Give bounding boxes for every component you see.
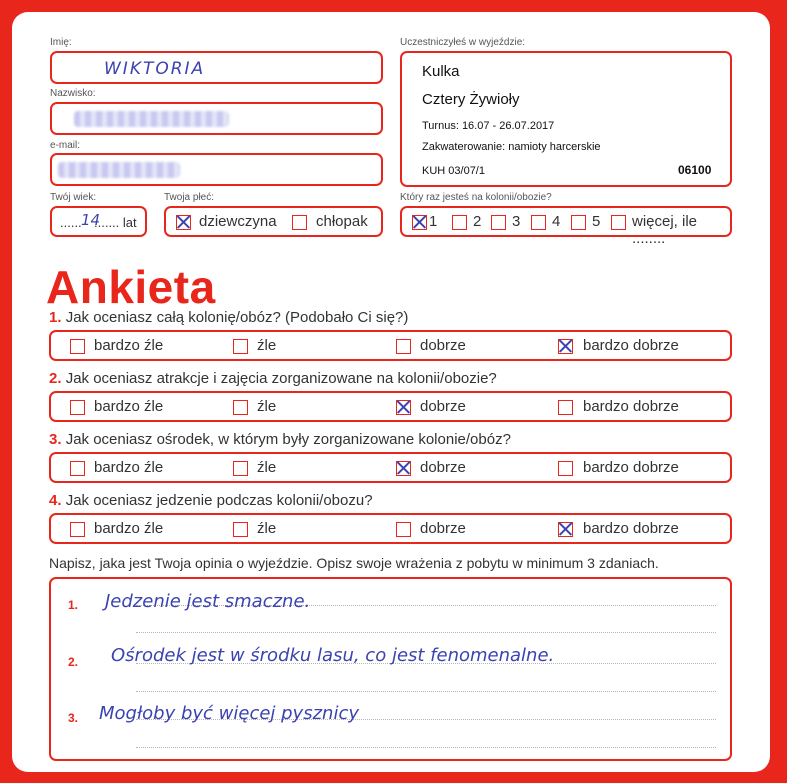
answer-3-number: 3.: [68, 711, 79, 725]
question-1-text: Jak oceniasz całą kolonię/obóz? (Podobało Ci się?): [65, 309, 409, 326]
answer-2-text: Ośrodek jest w środku lasu, co jest fenomenalne.: [111, 645, 555, 666]
name-field[interactable]: [50, 51, 383, 84]
q1-option-4-checkbox[interactable]: [558, 339, 573, 354]
answer-1-text: Jedzenie jest smaczne.: [105, 591, 311, 612]
q1-option-2-checkbox[interactable]: [233, 339, 248, 354]
times-option-3-checkbox[interactable]: [491, 215, 506, 230]
age-field[interactable]: [50, 206, 147, 237]
times-option-2-label: 2: [473, 213, 482, 230]
name-label: Imię:: [50, 37, 72, 48]
card-turnus: Turnus: 16.07 - 26.07.2017: [422, 120, 555, 132]
times-option-2-checkbox[interactable]: [452, 215, 467, 230]
survey-title: Ankieta: [46, 261, 216, 313]
answer-2-number: 2.: [68, 655, 79, 669]
question-3-number: 3.: [49, 431, 62, 448]
question-3-options: [49, 452, 732, 483]
q2-option-2-checkbox[interactable]: [233, 400, 248, 415]
q1-option-3-checkbox[interactable]: [396, 339, 411, 354]
q1-option-1-label: bardzo źle: [94, 337, 164, 354]
q3-option-3-label: dobrze: [420, 459, 466, 476]
times-option-more-label: więcej, ile ........: [632, 213, 698, 247]
q3-option-4-label: bardzo dobrze: [583, 459, 679, 476]
question-1-options: [49, 330, 732, 361]
times-label: Który raz jesteś na kolonii/obozie?: [400, 192, 552, 203]
q2-option-2-label: źle: [257, 398, 277, 415]
q4-option-2-checkbox[interactable]: [233, 522, 248, 537]
survey-sheet: [12, 12, 770, 772]
times-option-5-label: 5: [592, 213, 601, 230]
gender-female-label: dziewczyna: [199, 213, 277, 230]
q2-option-3-label: dobrze: [420, 398, 466, 415]
times-option-5-checkbox[interactable]: [571, 215, 586, 230]
q2-option-3-checkbox[interactable]: [396, 400, 411, 415]
q3-option-1-checkbox[interactable]: [70, 461, 85, 476]
question-4-number: 4.: [49, 492, 62, 509]
surname-redacted: [74, 111, 229, 127]
answer-3-text: Mogłoby być więcej pysznicy: [99, 703, 359, 724]
q4-option-1-checkbox[interactable]: [70, 522, 85, 537]
q2-option-4-label: bardzo dobrze: [583, 398, 679, 415]
participant-label: Uczestniczyłeś w wyjeździe:: [400, 37, 526, 48]
q1-option-4-label: bardzo dobrze: [583, 337, 679, 354]
q4-option-4-checkbox[interactable]: [558, 522, 573, 537]
times-option-more-checkbox[interactable]: [611, 215, 626, 230]
q1-option-3-label: dobrze: [420, 337, 466, 354]
opinion-line: [136, 632, 716, 633]
question-2: [49, 370, 497, 387]
card-code: KUH 03/07/1: [422, 165, 485, 177]
email-field[interactable]: [50, 153, 383, 186]
times-option-1-checkbox[interactable]: [412, 215, 427, 230]
q3-option-1-label: bardzo źle: [94, 459, 164, 476]
q1-option-2-label: źle: [257, 337, 277, 354]
q4-option-1-label: bardzo źle: [94, 520, 164, 537]
question-2-options: [49, 391, 732, 422]
card-number: 06100: [678, 163, 712, 177]
opinion-line: [136, 747, 716, 748]
q3-option-2-checkbox[interactable]: [233, 461, 248, 476]
gender-field: [164, 206, 383, 237]
participant-card: [400, 51, 732, 187]
question-4: [49, 492, 373, 509]
age-prefix: ......: [60, 215, 82, 230]
card-program: Cztery Żywioły: [422, 91, 520, 108]
question-4-text: Jak oceniasz jedzenie podczas kolonii/obozu?: [65, 492, 373, 509]
q4-option-2-label: źle: [257, 520, 277, 537]
times-option-4-label: 4: [552, 213, 561, 230]
opinion-field[interactable]: [49, 577, 732, 761]
q1-option-1-checkbox[interactable]: [70, 339, 85, 354]
question-2-number: 2.: [49, 370, 62, 387]
times-option-3-label: 3: [512, 213, 521, 230]
times-option-4-checkbox[interactable]: [531, 215, 546, 230]
email-redacted: [58, 162, 180, 178]
question-4-options: [49, 513, 732, 544]
age-label: Twój wiek:: [50, 192, 97, 203]
question-1-number: 1.: [49, 309, 62, 326]
gender-label: Twoja płeć:: [164, 192, 215, 203]
q4-option-4-label: bardzo dobrze: [583, 520, 679, 537]
q2-option-1-label: bardzo źle: [94, 398, 164, 415]
q2-option-1-checkbox[interactable]: [70, 400, 85, 415]
age-value: 14: [81, 211, 101, 229]
gender-female-checkbox[interactable]: [176, 215, 191, 230]
age-suffix: ....... lat: [94, 215, 137, 230]
question-2-text: Jak oceniasz atrakcje i zajęcia zorganizowane na kolonii/obozie?: [65, 370, 497, 387]
q3-option-3-checkbox[interactable]: [396, 461, 411, 476]
opinion-prompt: Napisz, jaka jest Twoja opinia o wyjeździe. Opisz swoje wrażenia z pobytu w minimum 3 zdaniach.: [49, 555, 659, 571]
email-label: e-mail:: [50, 140, 81, 151]
gender-male-label: chłopak: [316, 213, 368, 230]
card-camp-name: Kulka: [422, 63, 460, 80]
question-3-text: Jak oceniasz ośrodek, w którym były zorganizowane kolonie/obóz?: [65, 431, 511, 448]
name-value: WIKTORIA: [104, 59, 206, 79]
q3-option-2-label: źle: [257, 459, 277, 476]
surname-field[interactable]: [50, 102, 383, 135]
times-option-1-label: 1: [429, 213, 438, 230]
q2-option-4-checkbox[interactable]: [558, 400, 573, 415]
surname-label: Nazwisko:: [50, 88, 96, 99]
answer-1-number: 1.: [68, 598, 79, 612]
question-1: [49, 309, 408, 326]
question-3: [49, 431, 511, 448]
q3-option-4-checkbox[interactable]: [558, 461, 573, 476]
gender-male-checkbox[interactable]: [292, 215, 307, 230]
card-accommodation: Zakwaterowanie: namioty harcerskie: [422, 141, 601, 153]
q4-option-3-label: dobrze: [420, 520, 466, 537]
times-field: [400, 206, 732, 247]
q4-option-3-checkbox[interactable]: [396, 522, 411, 537]
opinion-line: [136, 691, 716, 692]
